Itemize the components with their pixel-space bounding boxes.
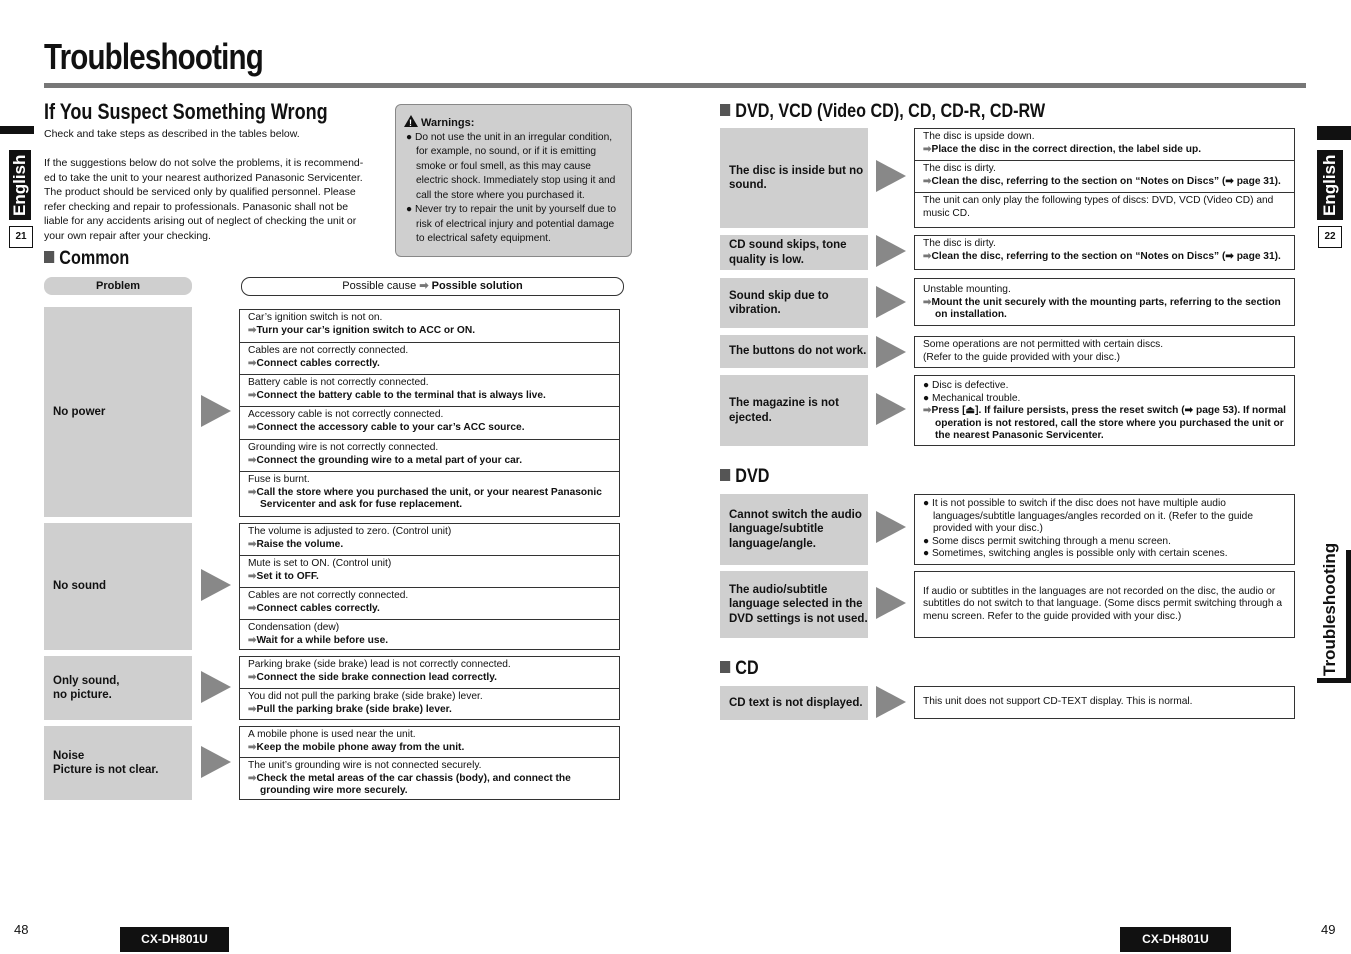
- arrow-right-icon: [201, 395, 231, 427]
- problem-cell: Only sound, no picture.: [44, 656, 192, 720]
- arrow-right-icon: [876, 336, 906, 368]
- bullet-item: ● Disc is defective.: [923, 380, 1009, 391]
- cause-solution-box: [914, 336, 1295, 368]
- cause-solution-box: [914, 235, 1295, 270]
- cause-solution-row: Cables are not correctly connected. ➡Connect cables correctly.: [240, 588, 619, 620]
- cause-solution-row: You did not pull the parking brake (side brake) lever. ➡Pull the parking brake (side brake) lever.: [248, 691, 483, 715]
- cause-solution-box: [914, 686, 1295, 719]
- bullet-item: ● Mechanical trouble.: [923, 392, 1021, 404]
- problem-column-header: Problem: [44, 277, 192, 295]
- dvd-heading: DVD: [720, 466, 769, 488]
- cause-solution-row: Mute is set to ON. (Control unit) ➡Set it to OFF.: [240, 556, 619, 588]
- arrow-right-icon: [876, 393, 906, 425]
- arrow-right-icon: [876, 160, 906, 192]
- cause-solution-row: The disc is dirty. ➡Clean the disc, referring to the section on “Notes on Discs” (➡ page 31).: [915, 161, 1294, 193]
- arrow-right-icon: [201, 569, 231, 601]
- square-bullet-icon: [44, 251, 54, 263]
- cause-solution-row: Parking brake (side brake) lead is not correctly connected. ➡Connect the side brake connection lead correctly.: [240, 657, 619, 689]
- warning-item: ● Never try to repair the unit by yourself due to risk of electrical injury and potential damage to electrical safety equipment.: [406, 204, 617, 244]
- cause-solution-row: If audio or subtitles in the languages are not recorded on the disc, the audio or subtitles do not switch to that language. (Some discs permit switching through a menu screen. Refer to the guide provided with your disc.): [923, 585, 1283, 622]
- section-heading: If You Suspect Something Wrong: [44, 99, 328, 124]
- cause-solution-row: Some operations are not permitted with certain discs. (Refer to the guide provided with your disc.): [923, 339, 1164, 363]
- warnings-title: !Warnings:: [404, 115, 625, 131]
- cause-solution-row: Grounding wire is not correctly connected. ➡Connect the grounding wire to a metal part of your car.: [240, 440, 619, 472]
- cause-solution-box: [914, 571, 1295, 638]
- arrow-right-icon: [876, 511, 906, 543]
- problem-cell: CD text is not displayed.: [720, 686, 868, 720]
- square-bullet-icon: [720, 661, 730, 673]
- arrow-right-icon: [201, 671, 231, 703]
- left-language-tab: English: [9, 150, 31, 220]
- right-page-number: 49: [1321, 922, 1336, 937]
- cause-solution-box: [914, 375, 1295, 446]
- cause-solution-box: [914, 494, 1295, 565]
- cause-solution-row: Accessory cable is not correctly connected. ➡Connect the accessory cable to your car’s ACC source.: [240, 407, 619, 440]
- left-tab-number: 21: [9, 226, 33, 248]
- problem-cell: Noise Picture is not clear.: [44, 726, 192, 800]
- problem-cell: The buttons do not work.: [720, 335, 868, 368]
- cause-solution-row: Cables are not correctly connected. ➡Connect cables correctly.: [240, 343, 619, 375]
- cause-solution-row: Car’s ignition switch is not on. ➡Turn your car’s ignition switch to ACC or ON.: [240, 310, 619, 343]
- arrow-right-icon: [876, 686, 906, 718]
- common-heading: Common: [44, 248, 129, 270]
- troubleshooting-side-label: Troubleshooting: [1320, 542, 1339, 676]
- cause-solution-row: The unit’s grounding wire is not connected securely. ➡Check the metal areas of the car chassis (body), and connect the grounding wire more securely.: [248, 760, 571, 796]
- left-page-number: 48: [14, 922, 29, 937]
- cause-solution-box: [914, 128, 1295, 228]
- problem-cell: The magazine is not ejected.: [720, 375, 868, 446]
- cause-solution-row: Unstable mounting. ➡Mount the unit securely with the mounting parts, referring to the section on installation.: [923, 284, 1281, 320]
- side-label-edge: [1346, 550, 1351, 683]
- cause-solution-box: [239, 726, 620, 800]
- problem-cell: Sound skip due to vibration.: [720, 278, 868, 328]
- disc-section-heading: DVD, VCD (Video CD), CD, CD-R, CD-RW: [720, 101, 1045, 123]
- warning-icon: [404, 115, 418, 127]
- right-tab-number: 22: [1318, 226, 1342, 248]
- arrow-right-icon: [876, 587, 906, 619]
- cause-solution-row: This unit does not support CD-TEXT display. This is normal.: [923, 696, 1193, 708]
- problem-cell: CD sound skips, tone quality is low.: [720, 235, 868, 270]
- cause-solution-row: Fuse is burnt. ➡Call the store where you purchased the unit, or your nearest Panasonic Servicenter and ask for fuse replacement.: [248, 474, 602, 510]
- right-tab-bar: [1317, 126, 1351, 140]
- cause-solution-box: [239, 656, 620, 720]
- cause-solution-row: ● Disc is defective. ● Mechanical trouble. ➡Press [⏏]. If failure persists, press the reset switch (➡ page 53). If normal operation is not restored, call the store where you purchased the unit or the nearest Panasonic Servicenter.: [923, 380, 1287, 441]
- cause-solution-column-header: Possible cause ➡ Possible solution: [241, 277, 624, 296]
- cause-solution-box: [914, 278, 1295, 326]
- page-title: Troubleshooting: [44, 36, 263, 77]
- square-bullet-icon: [720, 469, 730, 481]
- intro-text-1: Check and take steps as described in the tables below.: [44, 128, 300, 140]
- left-tab-bar: [0, 126, 34, 134]
- left-model-label: CX-DH801U: [120, 927, 229, 952]
- problem-cell: The audio/subtitle language selected in the DVD settings is not used.: [720, 571, 868, 638]
- cause-solution-row: Condensation (dew) ➡Wait for a while before use.: [248, 622, 389, 646]
- title-rule: [44, 83, 1306, 88]
- arrow-right-icon: [201, 746, 231, 778]
- cause-solution-row: The disc is dirty. ➡Clean the disc, referring to the section on “Notes on Discs” (➡ page 31).: [923, 238, 1281, 262]
- arrow-icon: ➡: [419, 280, 429, 292]
- warning-item: ● Do not use the unit in an irregular condition, for example, no sound, or if it is emitting smoke or foul smell, as this may cause electric shock. Immediately stop using it and call the store where you purchased it.: [406, 131, 616, 201]
- problem-cell: No sound: [44, 523, 192, 650]
- arrow-right-icon: [876, 286, 906, 318]
- cause-solution-box: [239, 523, 620, 650]
- right-language-tab: English: [1317, 150, 1343, 220]
- square-bullet-icon: [720, 104, 730, 116]
- cause-solution-row: The unit can only play the following types of discs: DVD, VCD (Video CD) and music CD.: [923, 195, 1274, 219]
- bullet-item: ● It is not possible to switch if the disc does not have multiple audio languages/subtitle languages/angles recorded on it. (Refer to the guide provided with your disc.): [923, 498, 1253, 534]
- arrow-right-icon: [876, 235, 906, 267]
- problem-cell: No power: [44, 307, 192, 517]
- problem-cell: The disc is inside but no sound.: [720, 128, 868, 228]
- bullet-item: ● Sometimes, switching angles is possible only with certain scenes.: [923, 548, 1228, 559]
- right-model-label: CX-DH801U: [1120, 927, 1231, 952]
- bullet-item: ● Some discs permit switching through a menu screen.: [923, 535, 1171, 547]
- problem-cell: Cannot switch the audio language/subtitle language/angle.: [720, 494, 868, 565]
- cause-solution-row: Battery cable is not correctly connected. ➡Connect the battery cable to the terminal that is always live.: [240, 375, 619, 407]
- warnings-box: [395, 104, 632, 257]
- cause-solution-row: The volume is adjusted to zero. (Control unit) ➡Raise the volume.: [240, 524, 619, 556]
- cause-solution-row: A mobile phone is used near the unit. ➡Keep the mobile phone away from the unit.: [240, 727, 619, 758]
- cause-solution-row: The disc is upside down. ➡Place the disc in the correct direction, the label side up.: [915, 129, 1294, 161]
- cause-solution-box: [239, 309, 620, 517]
- cause-solution-row: [915, 495, 1294, 564]
- intro-text-2: If the suggestions below do not solve the problems, it is recommend-ed to take the unit to your nearest authorized Panasonic Servicenter. The product should be serviced only by qualified personnel. Please refer checking and repair to professionals. Panasonic shall not be liable for any accidents arising out of neglect of checking the unit or your own repair after your checking.: [44, 157, 364, 242]
- cd-heading: CD: [720, 658, 759, 680]
